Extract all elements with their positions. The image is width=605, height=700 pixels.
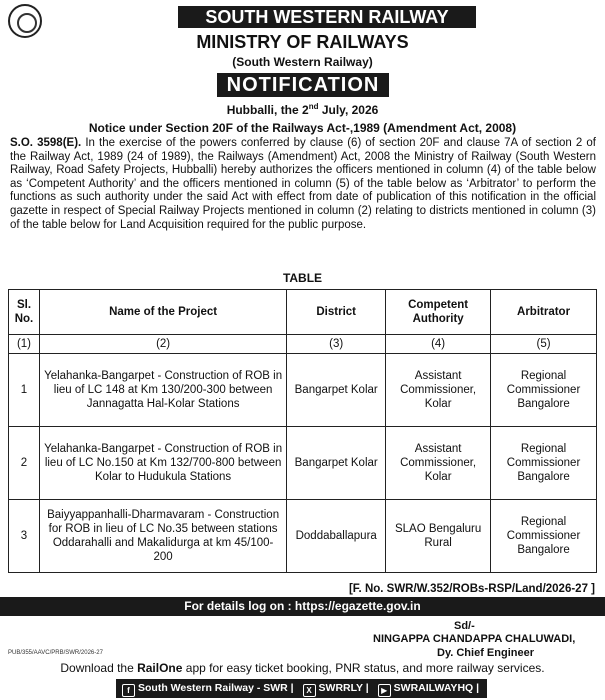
table-cell: Bangarpet Kolar: [287, 354, 386, 427]
header-district: District: [287, 290, 386, 335]
table-cell: 1: [9, 354, 40, 427]
table-cell: Regional Commissioner Bangalore: [491, 427, 597, 500]
table-cell: 2: [9, 427, 40, 500]
social-instagram: sw_railways: [503, 682, 566, 694]
so-number: S.O. 3598(E).: [10, 137, 82, 149]
table-cell: Doddaballapura: [287, 500, 386, 573]
notification-body: [10, 137, 596, 232]
signatory-title: Dy. Chief Engineer: [437, 647, 534, 659]
date-line: Hubballi, the 2nd July, 2026: [226, 102, 379, 117]
instagram-icon: ○: [488, 684, 501, 697]
org-title: SOUTH WESTERN RAILWAY: [178, 6, 476, 28]
social-facebook: South Western Railway - SWR |: [138, 682, 294, 694]
table-cell: Assistant Commissioner, Kolar: [386, 354, 491, 427]
table-cell: Bangarpet Kolar: [287, 427, 386, 500]
signatory-name: NINGAPPA CHANDAPPA CHALUWADI,: [373, 633, 576, 645]
ministry-title: MINISTRY OF RAILWAYS: [196, 32, 409, 52]
x-icon: X: [303, 684, 316, 697]
column-number-row: [9, 335, 597, 354]
table-cell: Assistant Commissioner, Kolar: [386, 427, 491, 500]
project-table: [8, 289, 597, 573]
table-cell: (1): [9, 335, 40, 354]
table-cell: Yelahanka-Bangarpet - Construction of ROB in lieu of LC No.150 at Km 132/700-800 between Kolar to Hudukula Stations: [39, 427, 286, 500]
social-bar: [116, 679, 566, 698]
table-cell: SLAO Bengaluru Rural: [386, 500, 491, 573]
table-cell: (5): [491, 335, 597, 354]
publication-code: PUB/355/AAVC/PRB/SWR/2026-27: [8, 650, 103, 656]
notice-title: Notice under Section 20F of the Railways Act-,1989 (Amendment Act, 2008): [88, 121, 517, 135]
table-header-row: [9, 290, 597, 335]
notification-banner: NOTIFICATION: [217, 73, 389, 97]
table-row: [9, 354, 597, 427]
header-arbitrator: Arbitrator: [491, 290, 597, 335]
table-cell: Regional Commissioner Bangalore: [491, 354, 597, 427]
table-cell: (4): [386, 335, 491, 354]
facebook-icon: f: [122, 684, 135, 697]
social-x: SWRRLY |: [318, 682, 369, 694]
details-banner: For details log on : https://egazette.gov.in: [0, 597, 605, 616]
table-cell: (2): [39, 335, 286, 354]
table-cell: Regional Commissioner Bangalore: [491, 500, 597, 573]
table-row: [9, 427, 597, 500]
table-cell: (3): [287, 335, 386, 354]
table-row: [9, 500, 597, 573]
table-title: TABLE: [282, 271, 323, 285]
table-cell: Baiyyappanhalli-Dharmavaram - Construction for ROB in lieu of LC No.35 between stations Oddarahalli and Makalidurga at km 45/100-200: [39, 500, 286, 573]
sub-title: (South Western Railway): [232, 55, 373, 69]
header-sl-no: Sl. No.: [9, 290, 40, 335]
header-competent-authority: Competent Authority: [386, 290, 491, 335]
file-number: [F. No. SWR/W.352/ROBs-RSP/Land/2026-27 ]: [348, 583, 595, 595]
header-project: Name of the Project: [39, 290, 286, 335]
social-youtube: SWRAILWAYHQ |: [393, 682, 480, 694]
railone-promo: Download the RailOne app for easy ticket booking, PNR status, and more railway services.: [60, 661, 545, 675]
table-cell: Yelahanka-Bangarpet - Construction of ROB in lieu of LC 148 at Km 130/200-300 between Jannagatta Hal-Kolar Stations: [39, 354, 286, 427]
table-cell: 3: [9, 500, 40, 573]
body-text: In the exercise of the powers conferred by clause (6) of section 20F and clause 7A of section 2 of the Railway Act, 1989 (24 of 1989), the Railways (Amendment) Act, 2008 the Ministry of Railway (South Western Railway, Road Safety Projects, Hubballi) hereby authorizes the officers mentioned in column (4) of the table below as ‘Competent Authority’ and the officers mentioned in column (5) of the table below as ‘Arbitrator’ to perform the functions as such authority under the said Act with effect from date of publication of this notification in the official gazette in respect of Special Railway Projects mentioned in column (2) relating to districts mentioned in column (3) of the table below for Land Acquisition required for the public purpose.: [10, 137, 596, 231]
youtube-icon: ▶: [378, 684, 391, 697]
signature-sd: Sd/-: [454, 620, 475, 632]
